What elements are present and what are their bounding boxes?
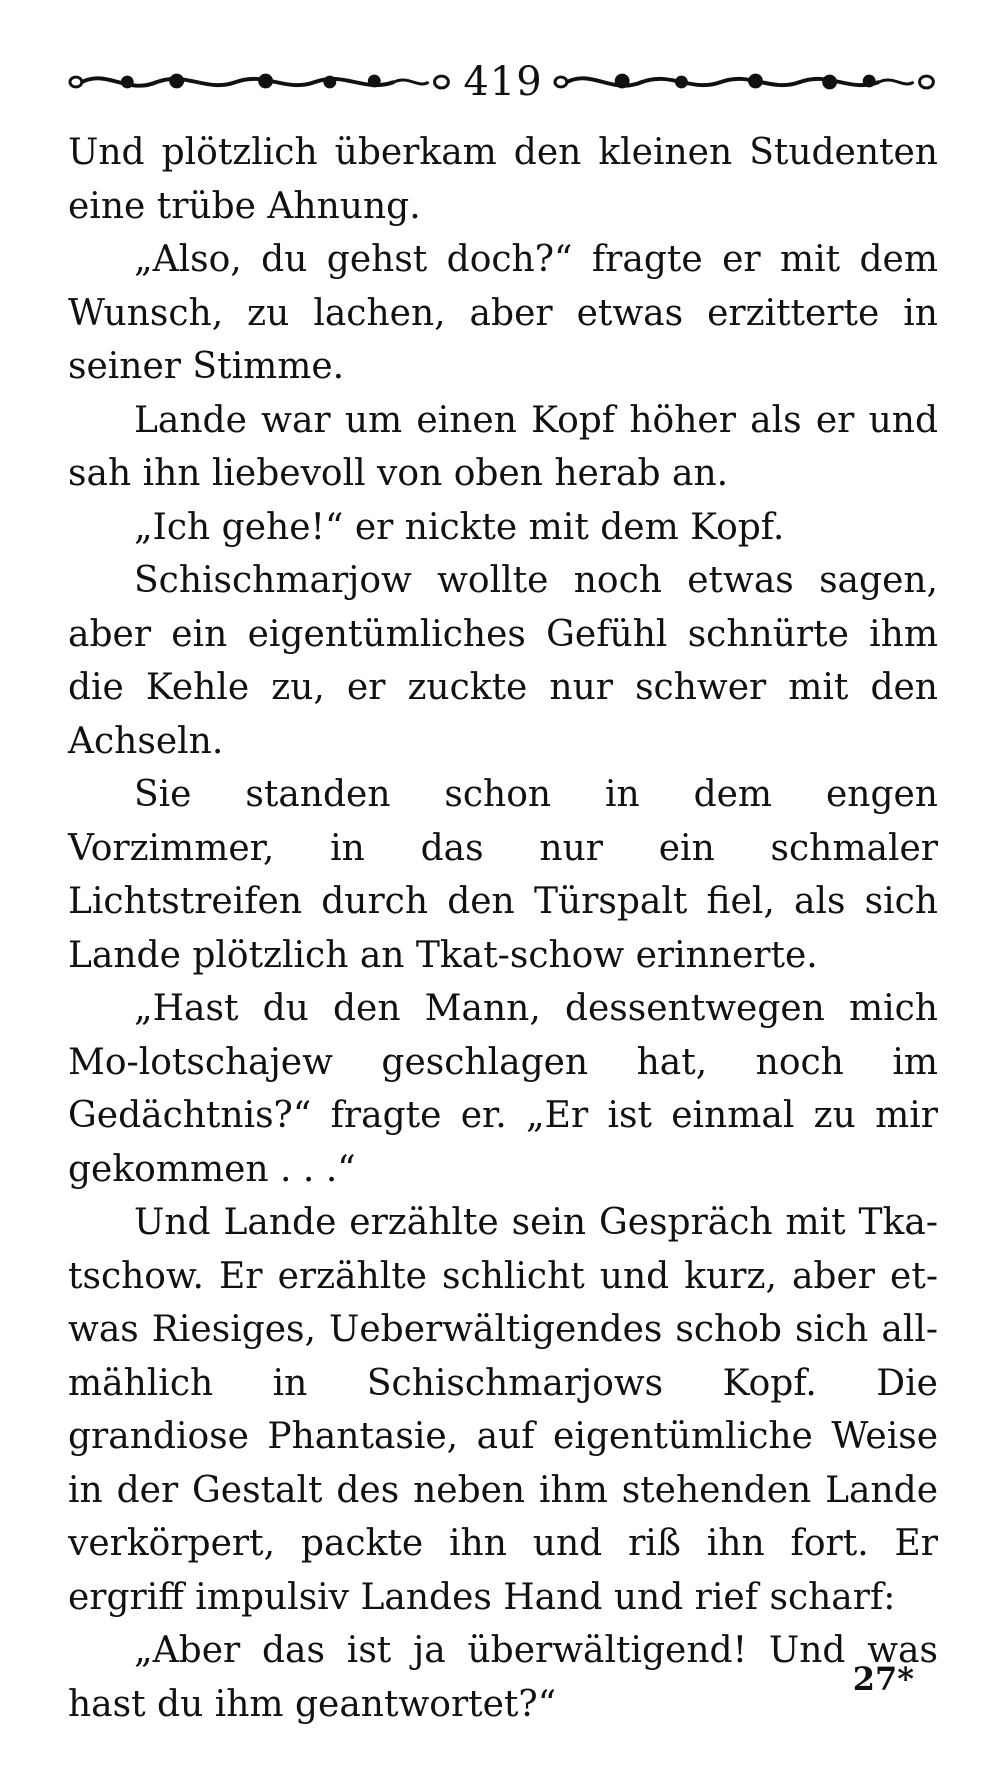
paragraph: „Also, du gehst doch?“ fragte er mit dem Wunsch, zu lachen, aber etwas erzitterte in seiner Stimme. — [68, 239, 938, 387]
paragraph: „Ich gehe!“ er nickte mit dem Kopf. — [134, 506, 785, 548]
paragraph: Lande war um einen Kopf höher als er und sah ihn liebevoll von oben herab an. — [68, 399, 938, 494]
right-ornament-icon — [553, 67, 938, 97]
paragraph: Sie standen schon in dem engen Vorzimmer, in das nur ein schmaler Lichtstreifen durch den Türspalt fiel, als sich Lande plötzlich an Tkat-schow erinnerte. — [68, 774, 938, 976]
paragraph: Und plötzlich überkam den kleinen Studenten eine trübe Ahnung. — [68, 132, 938, 227]
body-text — [68, 126, 938, 1731]
printer-signature: 27* — [852, 1660, 914, 1698]
left-ornament-icon — [68, 67, 453, 97]
paragraph: Und Lande erzählte sein Gespräch mit Tka-tschow. Er erzählte schlicht und kurz, aber et-was Riesiges, Ueberwältigendes schob sich all-mählich in Schischmarjows Kopf. Die grandiose Phantasie, auf eigentümliche Weise in der Gestalt des neben ihm stehenden Lande verkörpert, packte ihn und riß ihn fort. Er ergriff impulsiv Landes Hand und rief scharf: — [68, 1202, 938, 1618]
page-number: 419 — [463, 59, 543, 105]
paragraph: „Aber das ist ja überwältigend! Und was hast du ihm geantwortet?“ — [68, 1630, 938, 1725]
paragraph: „Hast du den Mann, dessentwegen mich Mo-lotschajew geschlagen hat, noch im Gedächtnis?“ fragte er. „Er ist einmal zu mir gekommen . . .“ — [68, 988, 938, 1190]
page-header — [68, 52, 938, 112]
paragraph: Schischmarjow wollte noch etwas sagen, aber ein eigentümliches Gefühl schnürte ihm die Kehle zu, er zuckte nur schwer mit den Achseln. — [68, 560, 938, 762]
